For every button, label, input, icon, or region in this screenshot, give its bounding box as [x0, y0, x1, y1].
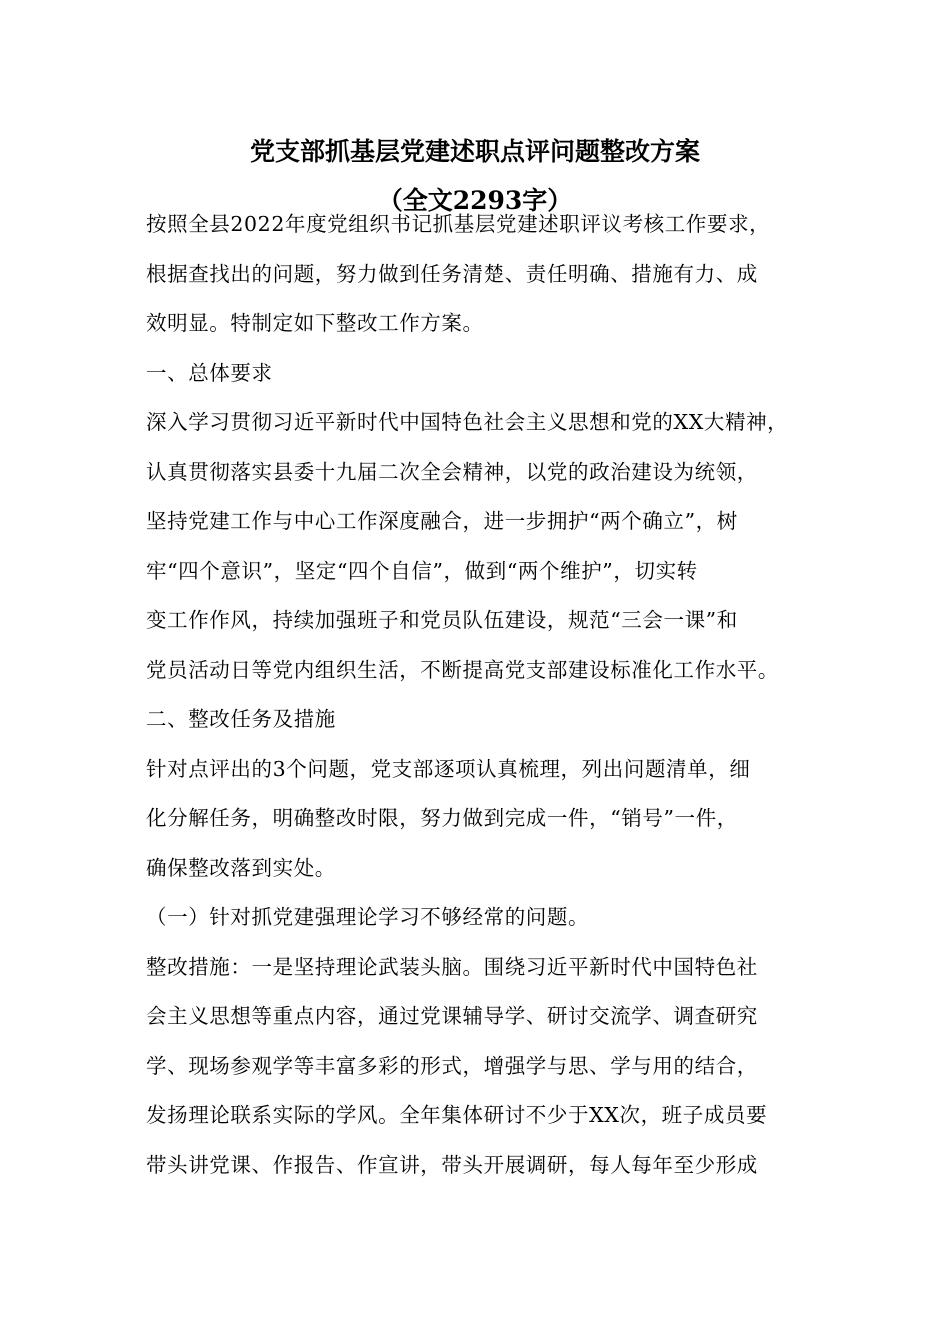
document-body [146, 200, 816, 1190]
body-line: 坚持党建工作与中心工作深度融合，进一步拥护“两个确立”，树 [146, 509, 738, 533]
body-line: 整改措施：一是坚持理论武装头脑。围绕习近平新时代中国特色社 [146, 954, 758, 979]
body-line: 学、现场参观学等丰富多彩的形式，增强学与思、学与用的结合， [146, 1053, 758, 1078]
body-line: 认真贯彻落实县委十九届二次全会精神，以党的政治建设为统领， [146, 459, 758, 484]
body-line: 带头讲党课、作报告、作宣讲，带头开展调研，每人每年至少形成 [146, 1152, 758, 1177]
subsection-heading: （一）针对抓党建强理论学习不够经常的问题。 [146, 905, 590, 929]
body-line: 牢“四个意识”，坚定“四个自信”，做到“两个维护”，切实转 [146, 558, 698, 583]
body-line: 会主义思想等重点内容，通过党课辅导学、研讨交流学、调查研究 [146, 1004, 758, 1028]
body-line: 深入学习贯彻习近平新时代中国特色社会主义思想和党的XX大精神， [146, 410, 789, 434]
body-line: 化分解任务，明确整改时限，努力做到完成一件，“销号”一件， [146, 806, 738, 830]
body-line: 根据查找出的问题，努力做到任务清楚、责任明确、措施有力、成 [146, 261, 758, 286]
body-line: 变工作作风，持续加强班子和党员队伍建设，规范“三会一课”和 [146, 608, 738, 632]
body-line: 发扬理论联系实际的学风。全年集体研讨不少于XX次，班子成员要 [146, 1103, 768, 1127]
section-heading: 二、整改任务及措施 [146, 707, 336, 731]
document-subtitle: （全文2293字） [377, 186, 573, 215]
body-line: 党员活动日等党内组织生活，不断提高党支部建设标准化工作水平。 [146, 657, 779, 682]
body-line: 确保整改落到实处。 [146, 855, 336, 880]
body-line: 效明显。特制定如下整改工作方案。 [146, 311, 484, 335]
document-title: 党支部抓基层党建述职点评问题整改方案 [249, 137, 700, 166]
section-heading: 一、总体要求 [146, 360, 273, 385]
body-line: 按照全县2022年度党组织书记抓基层党建述职评议考核工作要求， [146, 212, 771, 236]
body-line: 针对点评出的3个问题，党支部逐项认真梳理，列出问题清单，细 [146, 756, 751, 781]
